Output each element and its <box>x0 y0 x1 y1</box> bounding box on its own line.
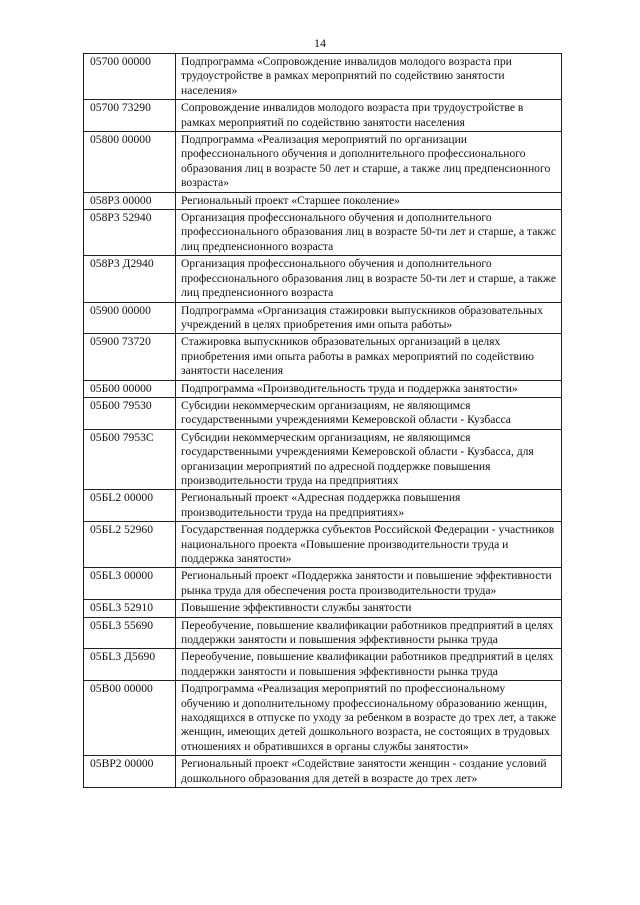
table-row <box>84 522 562 568</box>
code-cell: 058Р3 00000 <box>84 192 176 209</box>
table-row <box>84 192 562 209</box>
name-cell: Региональный проект «Содействие занятости женщин - создание условий дошкольного образования для детей в возрасте до трех лет» <box>176 756 562 788</box>
table-row <box>84 600 562 617</box>
table-row <box>84 397 562 429</box>
name-cell: Подпрограмма «Реализация мероприятий по профессиональному обучению и дополнительному профессиональному образованию женщин, находящихся в отпуске по уходу за ребенком в возрасте до трех лет, а также женщин, имеющих детей дошкольного возраста, не состоящих в трудовых отношениях и обратившихся в органы службы занятости» <box>176 681 562 756</box>
table-row <box>84 132 562 193</box>
code-cell: 05ВР2 00000 <box>84 756 176 788</box>
code-cell: 05900 00000 <box>84 302 176 334</box>
code-cell: 05Б00 79530 <box>84 397 176 429</box>
table-row <box>84 490 562 522</box>
name-cell: Подпрограмма «Сопровождение инвалидов молодого возраста при трудоустройстве в рамках мероприятий по содействию занятости населения» <box>176 54 562 100</box>
table-row <box>84 54 562 100</box>
code-cell: 05БL3 00000 <box>84 568 176 600</box>
name-cell: Организация профессионального обучения и дополнительного профессионального образования лиц в возрасте 50-ти лет и старше, а также лиц предпенсионного возраста <box>176 256 562 302</box>
code-cell: 05Б00 7953С <box>84 429 176 490</box>
code-cell: 05БL2 00000 <box>84 490 176 522</box>
name-cell: Подпрограмма «Организация стажировки выпускников образовательных учреждений в целях приобретения ими опыта работы» <box>176 302 562 334</box>
table-row <box>84 429 562 490</box>
name-cell: Региональный проект «Адресная поддержка повышения производительности труда на предприятиях» <box>176 490 562 522</box>
code-cell: 058Р3 52940 <box>84 210 176 256</box>
name-cell: Сопровождение инвалидов молодого возраста при трудоустройстве в рамках мероприятий по содействию занятости населения <box>176 100 562 132</box>
table-row <box>84 568 562 600</box>
page-number: 14 <box>314 36 326 50</box>
code-cell: 05БL3 52910 <box>84 600 176 617</box>
table-row <box>84 256 562 302</box>
name-cell: Региональный проект «Поддержка занятости и повышение эффективности рынка труда для обеспечения роста производительности труда» <box>176 568 562 600</box>
name-cell: Стажировка выпускников образовательных организаций в целях приобретения ими опыта работы в рамках мероприятий по содействию занятости населения <box>176 334 562 380</box>
table-row <box>84 756 562 788</box>
code-cell: 05БL3 Д5690 <box>84 649 176 681</box>
name-cell: Субсидии некоммерческим организациям, не являющимся государственными учреждениями Кемеровской области - Кузбасса, для организации мероприятий по адресной поддержке повышения производительности труда на предприятиях <box>176 429 562 490</box>
name-cell: Повышение эффективности службы занятости <box>176 600 562 617</box>
code-cell: 058Р3 Д2940 <box>84 256 176 302</box>
table-row <box>84 334 562 380</box>
table-row <box>84 100 562 132</box>
name-cell: Подпрограмма «Производительность труда и поддержка занятости» <box>176 380 562 397</box>
table-body <box>84 54 562 788</box>
code-cell: 05700 73290 <box>84 100 176 132</box>
table-row <box>84 380 562 397</box>
budget-code-table <box>83 53 562 788</box>
name-cell: Организация профессионального обучения и дополнительного профессионального образования лиц в возрасте 50-ти лет и старше, а такжс лиц предпенсионного возраста <box>176 210 562 256</box>
table-row <box>84 302 562 334</box>
code-cell: 05900 73720 <box>84 334 176 380</box>
table-row <box>84 617 562 649</box>
table-row <box>84 681 562 756</box>
name-cell: Государственная поддержка субъектов Российской Федерации - участников национального проекта «Повышение производительности труда и поддержка занятости» <box>176 522 562 568</box>
name-cell: Региональный проект «Старшее поколение» <box>176 192 562 209</box>
table-row <box>84 210 562 256</box>
code-cell: 05В00 00000 <box>84 681 176 756</box>
code-cell: 05БL2 52960 <box>84 522 176 568</box>
table-row <box>84 649 562 681</box>
name-cell: Переобучение, повышение квалификации работников предприятий в целях поддержки занятости и повышения эффективности рынка труда <box>176 649 562 681</box>
code-cell: 05БL3 55690 <box>84 617 176 649</box>
code-cell: 05700 00000 <box>84 54 176 100</box>
code-cell: 05Б00 00000 <box>84 380 176 397</box>
name-cell: Подпрограмма «Реализация мероприятий по организации профессионального обучения и дополнительного профессионального образования лиц в возрасте 50 лет и старше, а также лиц предпенсионного возраста» <box>176 132 562 193</box>
name-cell: Субсидии некоммерческим организациям, не являющимся государственными учреждениями Кемеровской области - Кузбасса <box>176 397 562 429</box>
name-cell: Переобучение, повышение квалификации работников предприятий в целях поддержки занятости и повышения эффективности рынка труда <box>176 617 562 649</box>
code-cell: 05800 00000 <box>84 132 176 193</box>
